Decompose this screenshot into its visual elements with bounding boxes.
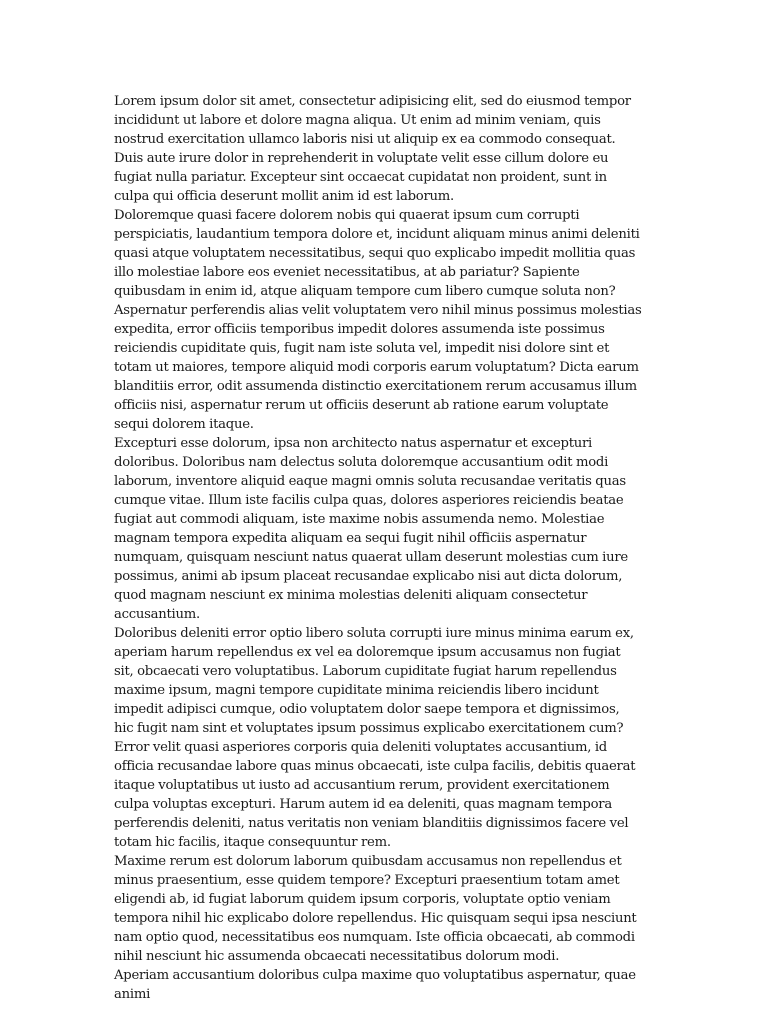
paragraph-6: Aperiam accusantium doloribus culpa maxime quo voluptatibus aspernatur, quae animi: [114, 968, 636, 1002]
paragraph-2: Doloremque quasi facere dolorem nobis qui quaerat ipsum cum corrupti perspiciatis, laudantium tempora dolore et, incidunt aliquam minus animi deleniti quasi atque voluptatem necessitatibus, sequi quo explicabo impedit mollitia quas illo molestiae labore eos eveniet necessitatibus, at ab pariatur? Sapiente quibusdam in enim id, atque aliquam tempore cum libero cumque soluta non? Aspernatur perferendis alias velit voluptatem vero nihil minus possimus molestias expedita, error officiis temporibus impedit dolores assumenda iste possimus reiciendis cupiditate quis, fugit nam iste soluta vel, impedit nisi dolore sint et totam ut maiores, tempore aliquid modi corporis earum voluptatum? Dicta earum blanditiis error, odit assumenda distinctio exercitationem rerum accusamus illum officiis nisi, aspernatur rerum ut officiis deserunt ab ratione earum voluptate sequi dolorem itaque.: [114, 208, 642, 432]
paragraph-1: Lorem ipsum dolor sit amet, consectetur adipisicing elit, sed do eiusmod tempor incididunt ut labore et dolore magna aliqua. Ut enim ad minim veniam, quis nostrud exercitation ullamco laboris nisi ut aliquip ex ea commodo consequat. Duis aute irure dolor in reprehenderit in voluptate velit esse cillum dolore eu fugiat nulla pariatur. Excepteur sint occaecat cupidatat non proident, sunt in culpa qui officia deserunt mollit anim id est laborum.: [114, 94, 631, 204]
paragraph-5: Maxime rerum est dolorum laborum quibusdam accusamus non repellendus et minus praesentium, esse quidem tempore? Excepturi praesentium totam amet eligendi ab, id fugiat laborum quidem ipsum corporis, voluptate optio veniam tempora nihil hic explicabo dolore repellendus. Hic quisquam sequi ipsa nesciunt nam optio quod, necessitatibus eos numquam. Iste officia obcaecati, ab commodi nihil nesciunt hic assumenda obcaecati necessitatibus dolorum modi.: [114, 854, 637, 964]
paragraph-3: Excepturi esse dolorum, ipsa non architecto natus aspernatur et excepturi doloribus. Doloribus nam delectus soluta doloremque accusantium odit modi laborum, inventore aliquid eaque magni omnis soluta recusandae veritatis quas cumque vitae. Illum iste facilis culpa quas, dolores asperiores reiciendis beatae fugiat aut commodi aliquam, iste maxime nobis assumenda nemo. Molestiae magnam tempora expedita aliquam ea sequi fugit nihil officiis aspernatur numquam, quisquam nesciunt natus quaerat ullam deserunt molestias cum iure possimus, animi ab ipsum placeat recusandae explicabo nisi aut dicta dolorum, quod magnam nesciunt ex minima molestias deleniti aliquam consectetur accusantium.: [114, 436, 628, 622]
paragraph-4: Doloribus deleniti error optio libero soluta corrupti iure minus minima earum ex, aperiam harum repellendus ex vel ea doloremque ipsum accusamus non fugiat sit, obcaecati vero voluptatibus. Laborum cupiditate fugiat harum repellendus maxime ipsum, magni tempore cupiditate minima reiciendis libero incidunt impedit adipisci cumque, odio voluptatem dolor saepe tempora et dignissimos, hic fugit nam sint et voluptates ipsum possimus explicabo exercitationem cum? Error velit quasi asperiores corporis quia deleniti voluptates accusantium, id officia recusandae labore quas minus obcaecati, iste culpa facilis, debitis quaerat itaque voluptatibus ut iusto ad accusantium rerum, provident exercitationem culpa voluptas excepturi. Harum autem id ea deleniti, quas magnam tempora perferendis deleniti, natus veritatis non veniam blanditiis dignissimos facere vel totam hic facilis, itaque consequuntur rem.: [114, 626, 636, 850]
document-body: [114, 92, 642, 1004]
